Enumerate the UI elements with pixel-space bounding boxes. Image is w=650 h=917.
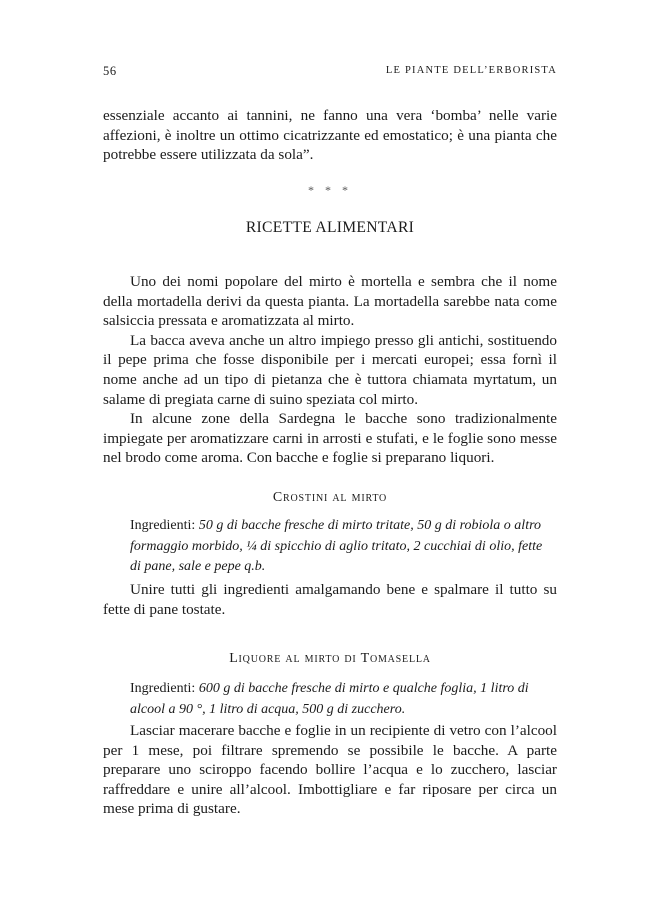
ingredients-label: Ingredienti: [130, 681, 196, 696]
recipe-method [103, 580, 557, 619]
recipe-ingredients [130, 516, 550, 578]
recipe-title: Crostini al mirto [272, 490, 388, 505]
method-text: Unire tutti gli ingredienti amalgamando bene e spalmare il tutto su fette di pane tostate. [103, 581, 557, 618]
recipe-title: Liquore al mirto di Tomasella [229, 651, 431, 666]
page-number: 56 [103, 64, 117, 78]
running-title: LE PIANTE DELL’ERBORISTA [385, 65, 557, 76]
section-separator: * * * [308, 183, 352, 197]
paragraph: La bacca aveva anche un altro impiego presso gli antichi, sostituendo il pepe prima che fosse disponibile per i mercati europei; essa fornì il nome anche ad un tipo di pietanza che è tuttora chiamata myrtatum, un salame di pregiata carne di suino speziata col mirto. [103, 331, 557, 408]
ingredients-label: Ingredienti: [130, 518, 196, 533]
intro-continuation-block [103, 106, 557, 165]
paragraph: Uno dei nomi popolare del mirto è mortella e sembra che il nome della mortadella derivi da questa pianta. La mortadella sarebbe nata come salsiccia pressata e aromatizzata al mirto. [103, 273, 557, 330]
paragraph: In alcune zone della Sardegna le bacche sono tradizionalmente impiegate per aromatizzare carni in arrosti e stufati, e le foglie sono messe nel brodo come aroma. Con bacche e foglie si preparano liquori. [103, 410, 557, 467]
section-body [103, 272, 557, 468]
section-title: RICETTE ALIMENTARI [245, 219, 415, 236]
intro-continuation: essenziale accanto ai tannini, ne fanno una vera ‘bomba’ nelle varie affezioni, è inoltre un ottimo cicatrizzante ed emostatico; è una pianta che potrebbe essere utilizzata da sola”. [103, 107, 557, 164]
ingredients-text: 600 g di bacche fresche di mirto e qualche foglia, 1 litro di alcool a 90 °, 1 litro di acqua, 500 g di zucchero. [130, 681, 529, 717]
recipe-ingredients [130, 679, 550, 720]
method-text: Lasciar macerare bacche e foglie in un recipiente di vetro con l’alcool per 1 mese, poi filtrare spremendo se possibile le bacche. A parte preparare uno sciroppo facendo bollire l’acqua e lo zucchero, lasciar raffreddare e unire all’alcool. Imbottigliare e far riposare per circa un mese prima di gustare. [103, 722, 557, 818]
ingredients-text: 50 g di bacche fresche di mirto tritate, 50 g di robiola o altro formaggio morbido, ¼ di spicchio di aglio tritato, 2 cucchiai di olio, fette di pane, sale e pepe q.b. [130, 518, 543, 575]
recipe-method [103, 721, 557, 819]
